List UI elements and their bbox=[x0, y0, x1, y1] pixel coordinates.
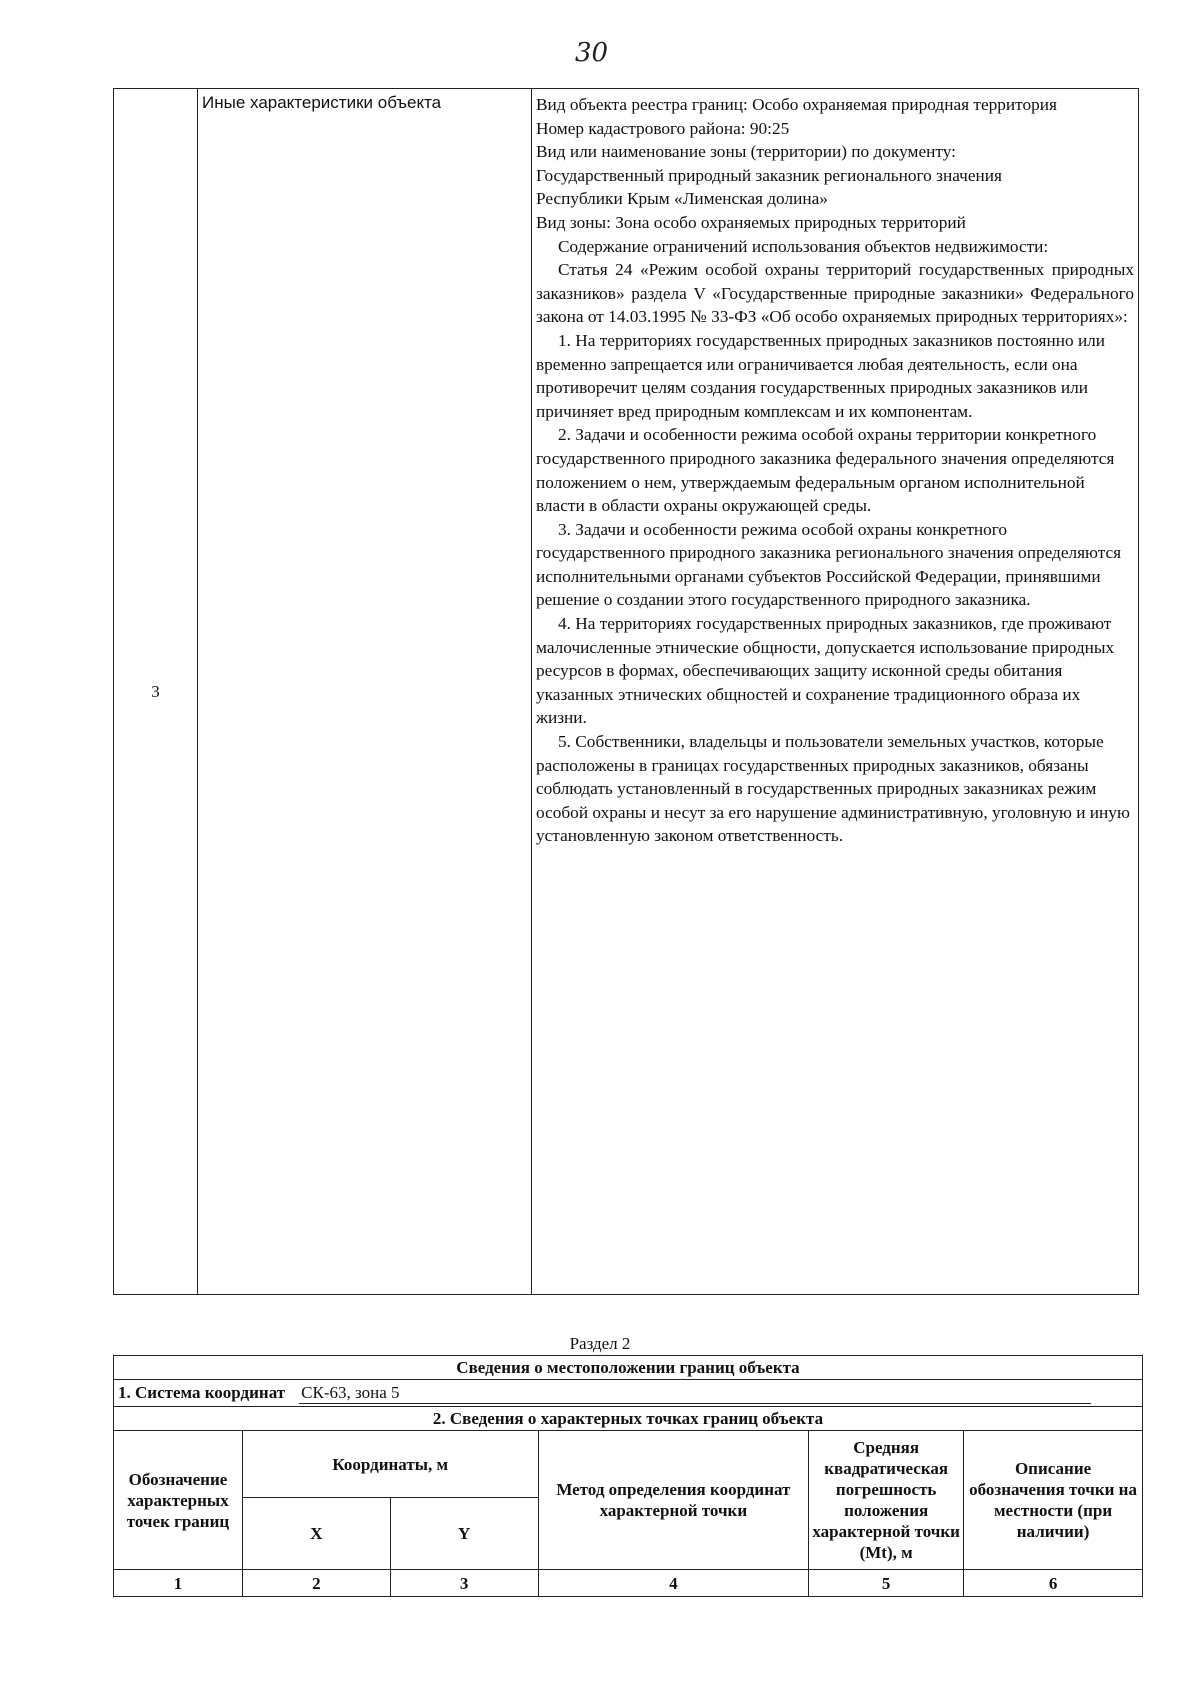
col-error: Средняя квадратическая погрешность положения характерной точки (Mt), м bbox=[809, 1431, 964, 1570]
coord-system-row bbox=[114, 1380, 1143, 1407]
row-number: 3 bbox=[114, 89, 198, 1295]
text-line: Республики Крым «Лименская долина» bbox=[536, 189, 828, 209]
text-line: Номер кадастрового района: 90:25 bbox=[536, 118, 790, 138]
points-heading: 2. Сведения о характерных точках границ объекта bbox=[114, 1407, 1143, 1431]
coord-system-value: СК-63, зона 5 bbox=[299, 1382, 1091, 1404]
location-heading: Сведения о местоположении границ объекта bbox=[114, 1356, 1143, 1380]
text-line: Вид или наименование зоны (территории) по документу: bbox=[536, 142, 956, 162]
column-number: 3 bbox=[390, 1570, 538, 1597]
col-x: X bbox=[242, 1498, 390, 1570]
column-number: 1 bbox=[114, 1570, 243, 1597]
law-paragraph: 5. Собственники, владельцы и пользователи земельных участков, которые расположены в границах государственных природных заказников, обязаны соблюдать установленный в государственных природных заказниках режим особой охраны и несут за его нарушение административную, уголовную и иную установленную законом ответственность. bbox=[536, 732, 1130, 846]
section2-table bbox=[113, 1355, 1143, 1597]
col-y: Y bbox=[390, 1498, 538, 1570]
column-number: 4 bbox=[538, 1570, 809, 1597]
restrictions-heading: Содержание ограничений использования объектов недвижимости: bbox=[558, 236, 1049, 256]
text-line: Вид объекта реестра границ: Особо охраняемая природная территория bbox=[536, 95, 1057, 114]
col-description: Описание обозначения точки на местности (при наличии) bbox=[964, 1431, 1143, 1570]
text-line: Вид зоны: Зона особо охраняемых природных территорий bbox=[536, 212, 966, 232]
page-number: 30 bbox=[575, 38, 609, 68]
section2-title: Раздел 2 bbox=[569, 1334, 631, 1353]
law-paragraph: 3. Задачи и особенности режима особой охраны конкретного государственного природного заказника регионального значения определяются исполнительными органами субъектов Российской Федерации, принявшими решение о создании этого государственного природного заказника. bbox=[536, 519, 1122, 610]
col-designation: Обозначение характерных точек границ bbox=[114, 1431, 243, 1570]
law-paragraph: 1. На территориях государственных природных заказников постоянно или временно запрещается или ограничивается любая деятельность, если она противоречит целям создания государственных природных заказников или причиняет вред природным комплексам и их компонентам. bbox=[536, 330, 1106, 421]
column-number: 6 bbox=[964, 1570, 1143, 1597]
column-number: 2 bbox=[242, 1570, 390, 1597]
section1-table bbox=[113, 88, 1139, 1295]
characteristics-label: Иные характеристики объекта bbox=[198, 89, 532, 1295]
col-method: Метод определения координат характерной точки bbox=[538, 1431, 809, 1570]
characteristics-text bbox=[532, 89, 1139, 1295]
article-text: Статья 24 «Режим особой охраны территорий государственных природных заказников» раздела V «Государственные природные заказники» Федерального закона от 14.03.1995 № 33-ФЗ «Об особо охраняемых природных территориях»: bbox=[536, 260, 1134, 327]
coord-system-label: 1. Система координат bbox=[118, 1383, 286, 1402]
text-line: Государственный природный заказник регионального значения bbox=[536, 165, 1002, 185]
law-paragraph: 4. На территориях государственных природных заказников, где проживают малочисленные этнические общности, допускается использование природных ресурсов в формах, обеспечивающих защиту исконной среды обитания указанных этнических общностей и сохранение традиционного образа их жизни. bbox=[536, 614, 1115, 728]
col-coordinates: Координаты, м bbox=[242, 1431, 538, 1498]
column-number: 5 bbox=[809, 1570, 964, 1597]
law-paragraph: 2. Задачи и особенности режима особой охраны территории конкретного государственного природного заказника федерального значения определяются положением о нем, утверждаемым федеральным органом исполнительной власти в области охраны окружающей среды. bbox=[536, 425, 1115, 516]
